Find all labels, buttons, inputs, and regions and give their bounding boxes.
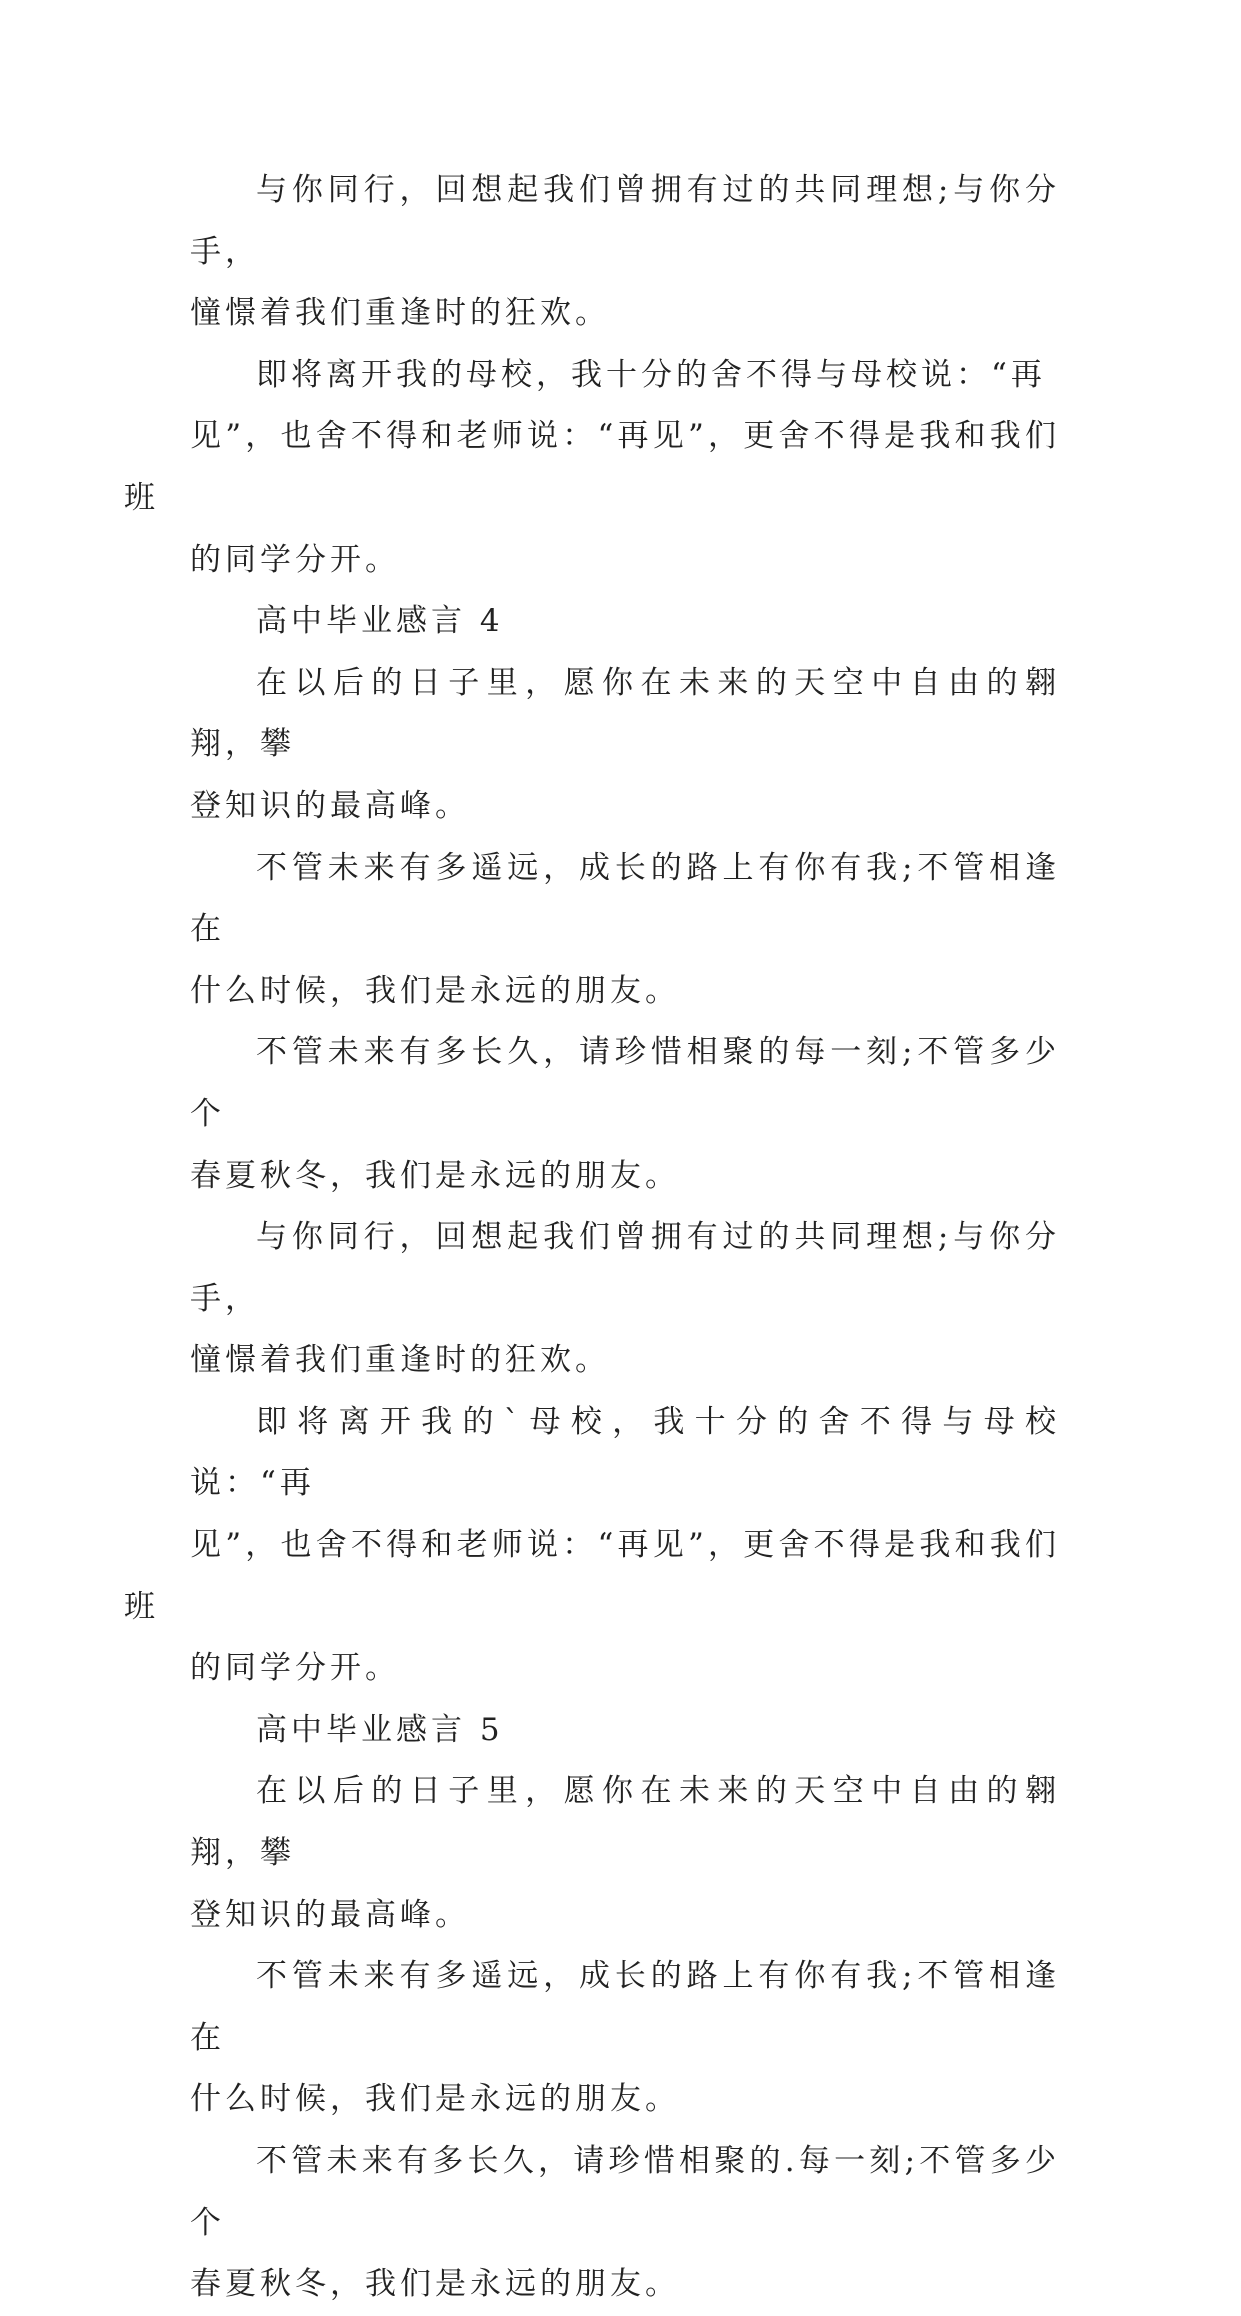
section-heading-text: 高中毕业感言 4: [256, 603, 504, 640]
paragraph: [190, 1207, 1060, 1392]
text-line: 不管未来有多遥远，成长的路上有你有我;不管相逢在: [190, 849, 1060, 948]
paragraph: [190, 1761, 1060, 1946]
text-line: 与你同行，回想起我们曾拥有过的共同理想;与你分手，: [190, 1219, 1060, 1317]
text-line: 即将离开我的`母校，我十分的舍不得与母校说：“再: [190, 1403, 1060, 1502]
text-line: 春夏秋冬，我们是永远的朋友。: [190, 2266, 680, 2303]
section-heading: [190, 1700, 1060, 1762]
section-heading: [190, 591, 1060, 653]
text-line: 在以后的日子里，愿你在未来的天空中自由的翱翔，攀: [190, 664, 1060, 763]
paragraph: [124, 1392, 1060, 1700]
text-line: 登知识的最高峰。: [190, 1896, 470, 1933]
text-line: 憧憬着我们重逢时的狂欢。: [190, 295, 610, 332]
text-line: 什么时候，我们是永远的朋友。: [190, 972, 680, 1009]
text-line: 不管未来有多遥远，成长的路上有你有我;不管相逢在: [190, 1958, 1060, 2056]
text-line: 在以后的日子里，愿你在未来的天空中自由的翱翔，攀: [190, 1773, 1060, 1872]
paragraph: [124, 345, 1060, 591]
text-line: 与你同行，回想起我们曾拥有过的共同理想;与你分手，: [190, 172, 1060, 270]
text-line: 登知识的最高峰。: [190, 787, 470, 824]
paragraph: [190, 838, 1060, 1023]
section-heading-text: 高中毕业感言 5: [256, 1711, 504, 1748]
paragraph: [190, 1022, 1060, 1207]
text-line: 不管未来有多长久，请珍惜相聚的.每一刻;不管多少个: [190, 2143, 1060, 2241]
paragraph: [190, 160, 1060, 345]
paragraph: [190, 1946, 1060, 2131]
paragraph: [190, 653, 1060, 838]
text-line: 憧憬着我们重逢时的狂欢。: [190, 1342, 610, 1379]
paragraph: [190, 2131, 1060, 2316]
text-line: 即将离开我的母校，我十分的舍不得与母校说：“再: [256, 356, 1046, 393]
text-line: 的同学分开。: [190, 1650, 400, 1687]
document-body: [124, 160, 1060, 2316]
text-line: 什么时候，我们是永远的朋友。: [190, 2081, 680, 2118]
text-line: 春夏秋冬，我们是永远的朋友。: [190, 1157, 680, 1194]
text-line: 的同学分开。: [190, 541, 400, 578]
text-line: 见”，也舍不得和老师说：“再见”，更舍不得是我和我们班: [124, 1527, 1060, 1625]
text-line: 不管未来有多长久，请珍惜相聚的每一刻;不管多少个: [190, 1034, 1060, 1132]
text-line: 见”，也舍不得和老师说：“再见”，更舍不得是我和我们班: [124, 418, 1060, 516]
